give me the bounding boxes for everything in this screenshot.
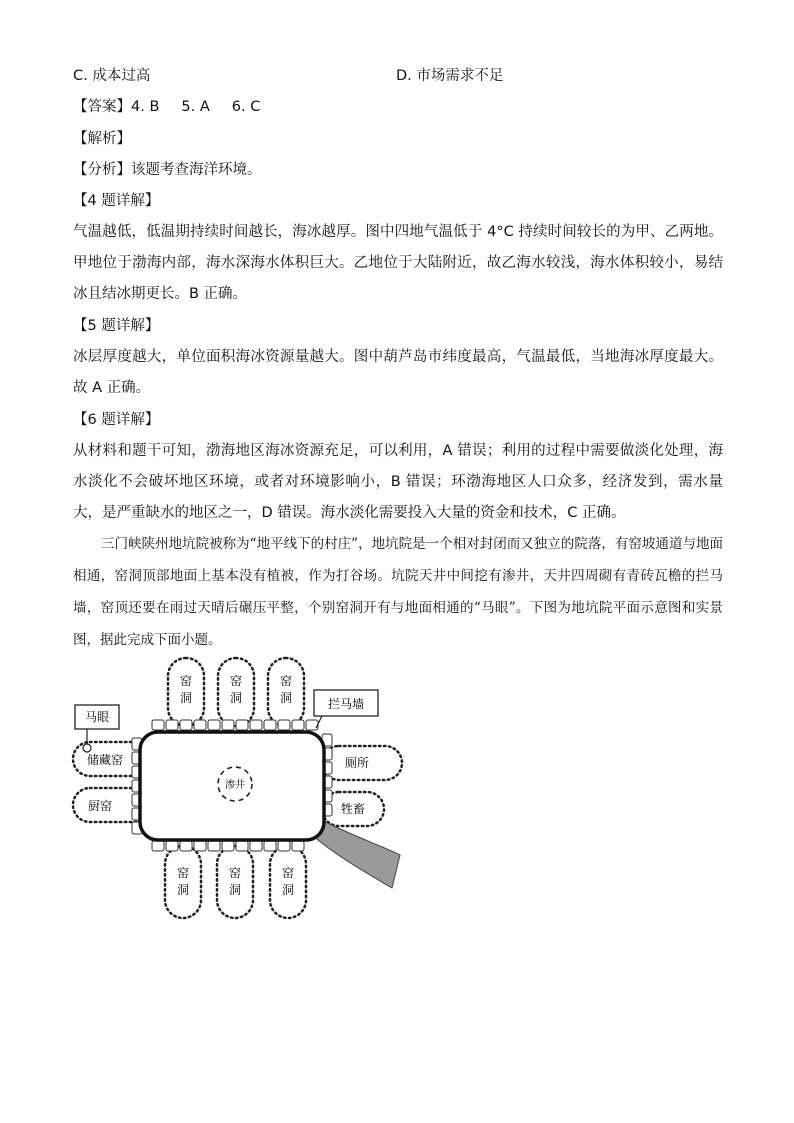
parapet-wall-label: 拦马墙 [327, 697, 365, 711]
kiln-label: 窑 [281, 866, 295, 880]
q6-body: 从材料和题干可知，渤海地区海冰资源充足，可以利用，A 错误；利用的过程中需要做淡化处理，海水淡化不会破坏地区环境，或者对环境影响小，B 错误；环渤海地区人口众多，经济发到，需水量大，是严重缺水的地区之一，D 错误。海水淡化需要投入大量的资金和技术，C 正确。 [73, 443, 723, 521]
answer-item: 4. B [131, 99, 160, 115]
seepage-well-label: 渗井 [225, 780, 245, 791]
horse-eye-hole [83, 744, 91, 752]
q5-body: 冰层厚度越大，单位面积海冰资源量越大。图中葫芦岛市纬度最高，气温最低，当地海冰厚度最大。故 A 正确。 [73, 349, 723, 396]
storage-kiln-label: 储藏窑 [86, 753, 124, 767]
kiln-label: 窑 [176, 866, 190, 880]
answer-label: 【答案】 [73, 99, 131, 115]
kiln-label: 洞 [228, 883, 242, 897]
analysis-heading: 【解析】 [73, 131, 131, 147]
option-d: D. 市场需求不足 [396, 68, 504, 84]
q6-heading: 【6 题详解】 [73, 412, 160, 428]
intro-paragraph: 三门峡陕州地坑院被称为“地平线下的村庄”，地坑院是一个相对封闭而又独立的院落，有窑坡通道与地面相通，窑洞顶部地面上基本没有植被，作为打谷场。坑院天井中间挖有渗井，天井四周砌有青砖瓦檐的拦马墙，窑顶还要在雨过天晴后碾压平整，个别窑洞开有与地面相通的“马眼”。下图为地坑院平面示意图和实景图，据此完成下面小题。 [73, 536, 723, 648]
answer-item: 6. C [231, 99, 261, 115]
kiln-label: 洞 [279, 691, 293, 705]
overview: 【分析】该题考查海洋环境。 [73, 162, 262, 178]
right-rooms [322, 746, 402, 826]
kiln-label: 洞 [176, 883, 190, 897]
livestock-label: 牲畜 [340, 802, 366, 816]
q4-heading: 【4 题详解】 [73, 193, 160, 209]
kiln-label: 窑 [279, 674, 293, 688]
q5-heading: 【5 题详解】 [73, 318, 160, 334]
kiln-label: 洞 [281, 883, 295, 897]
kiln-label: 洞 [179, 691, 193, 705]
q4-body: 气温越低，低温期持续时间越长，海冰越厚。图中四地气温低于 4°C 持续时间较长的为甲、乙两地。甲地位于渤海内部，海水深海水体积巨大。乙地位于大陆附近，故乙海水较浅，海水体积较小，易结冰且结冰期更长。B 正确。 [73, 224, 723, 302]
kiln-label: 窑 [179, 674, 193, 688]
kitchen-kiln-label: 厨窑 [87, 799, 113, 813]
answer-line [73, 97, 260, 117]
horse-eye-label: 马眼 [84, 710, 110, 724]
answer-item: 5. A [181, 99, 210, 115]
kiln-label: 窑 [229, 674, 243, 688]
ramp-passage [312, 820, 400, 888]
toilet-label: 厕所 [344, 756, 370, 770]
bottom-kiln-caves [165, 846, 306, 918]
dikengyuan-plan-diagram [60, 650, 410, 925]
kiln-label: 洞 [229, 691, 243, 705]
top-kiln-caves [168, 658, 304, 726]
option-c: C. 成本过高 [73, 68, 151, 84]
kiln-label: 窑 [228, 866, 242, 880]
